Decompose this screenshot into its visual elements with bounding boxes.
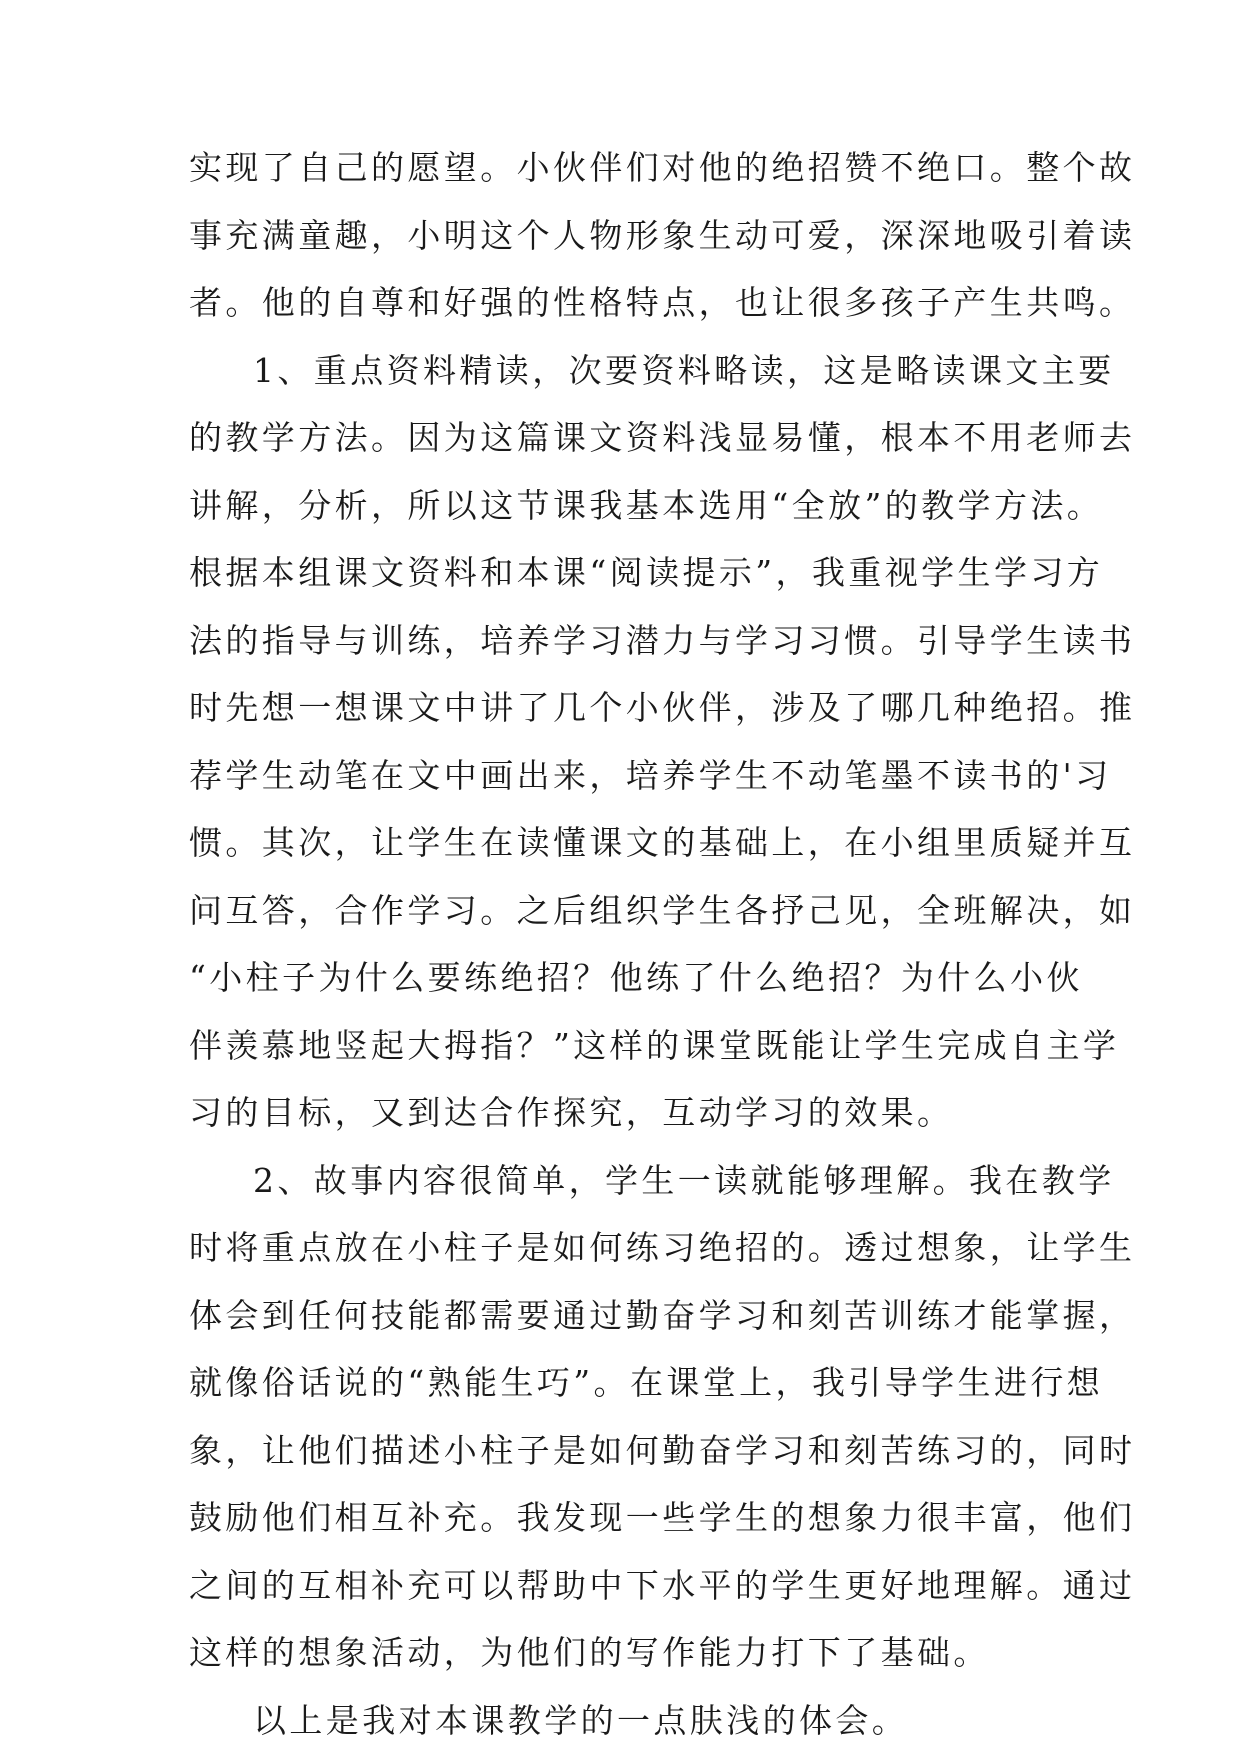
text-line: 体会到任何技能都需要通过勤奋学习和刻苦训练才能掌握， [189, 1296, 1136, 1335]
paragraph-start-line: 1、重点资料精读，次要资料略读，这是略读课文主要 [253, 351, 1115, 390]
text-line: 象，让他们描述小柱子是如何勤奋学习和刻苦练习的，同时 [189, 1431, 1136, 1470]
text-line: 荐学生动笔在文中画出来，培养学生不动笔墨不读书的'习 [189, 756, 1112, 795]
paragraph-start-line: 以上是我对本课教学的一点肤浅的体会。 [253, 1701, 909, 1740]
text-line: 根据本组课文资料和本课“阅读提示”，我重视学生学习方 [189, 553, 1104, 592]
text-line: 就像俗话说的“熟能生巧”。在课堂上，我引导学生进行想 [189, 1363, 1104, 1402]
text-line: 讲解，分析，所以这节课我基本选用“全放”的教学方法。 [189, 486, 1104, 525]
text-line: 习的目标，又到达合作探究，互动学习的效果。 [189, 1093, 954, 1132]
text-line: 法的指导与训练，培养学习潜力与学习习惯。引导学生读书 [189, 621, 1136, 660]
text-line: 时先想一想课文中讲了几个小伙伴，涉及了哪几种绝招。推 [189, 688, 1136, 727]
text-line: 时将重点放在小柱子是如何练习绝招的。透过想象，让学生 [189, 1228, 1136, 1267]
text-line: 这样的想象活动，为他们的写作能力打下了基础。 [189, 1633, 990, 1672]
text-line: “小柱子为什么要练绝招？他练了什么绝招？为什么小伙 [189, 958, 1083, 997]
text-line: 实现了自己的愿望。小伙伴们对他的绝招赞不绝口。整个故 [189, 148, 1136, 187]
text-line: 惯。其次，让学生在读懂课文的基础上，在小组里质疑并互 [189, 823, 1136, 862]
text-line: 伴羡慕地竖起大拇指？”这样的课堂既能让学生完成自主学 [189, 1026, 1120, 1065]
paragraph-start-line: 2、故事内容很简单，学生一读就能够理解。我在教学 [253, 1161, 1115, 1200]
text-line: 之间的互相补充可以帮助中下水平的学生更好地理解。通过 [189, 1566, 1136, 1605]
text-line: 问互答，合作学习。之后组织学生各抒己见，全班解决，如 [189, 891, 1136, 930]
text-line: 者。他的自尊和好强的性格特点，也让很多孩子产生共鸣。 [189, 283, 1136, 322]
text-line: 事充满童趣，小明这个人物形象生动可爱，深深地吸引着读 [189, 216, 1136, 255]
text-line: 鼓励他们相互补充。我发现一些学生的想象力很丰富，他们 [189, 1498, 1136, 1537]
text-line: 的教学方法。因为这篇课文资料浅显易懂，根本不用老师去 [189, 418, 1136, 457]
